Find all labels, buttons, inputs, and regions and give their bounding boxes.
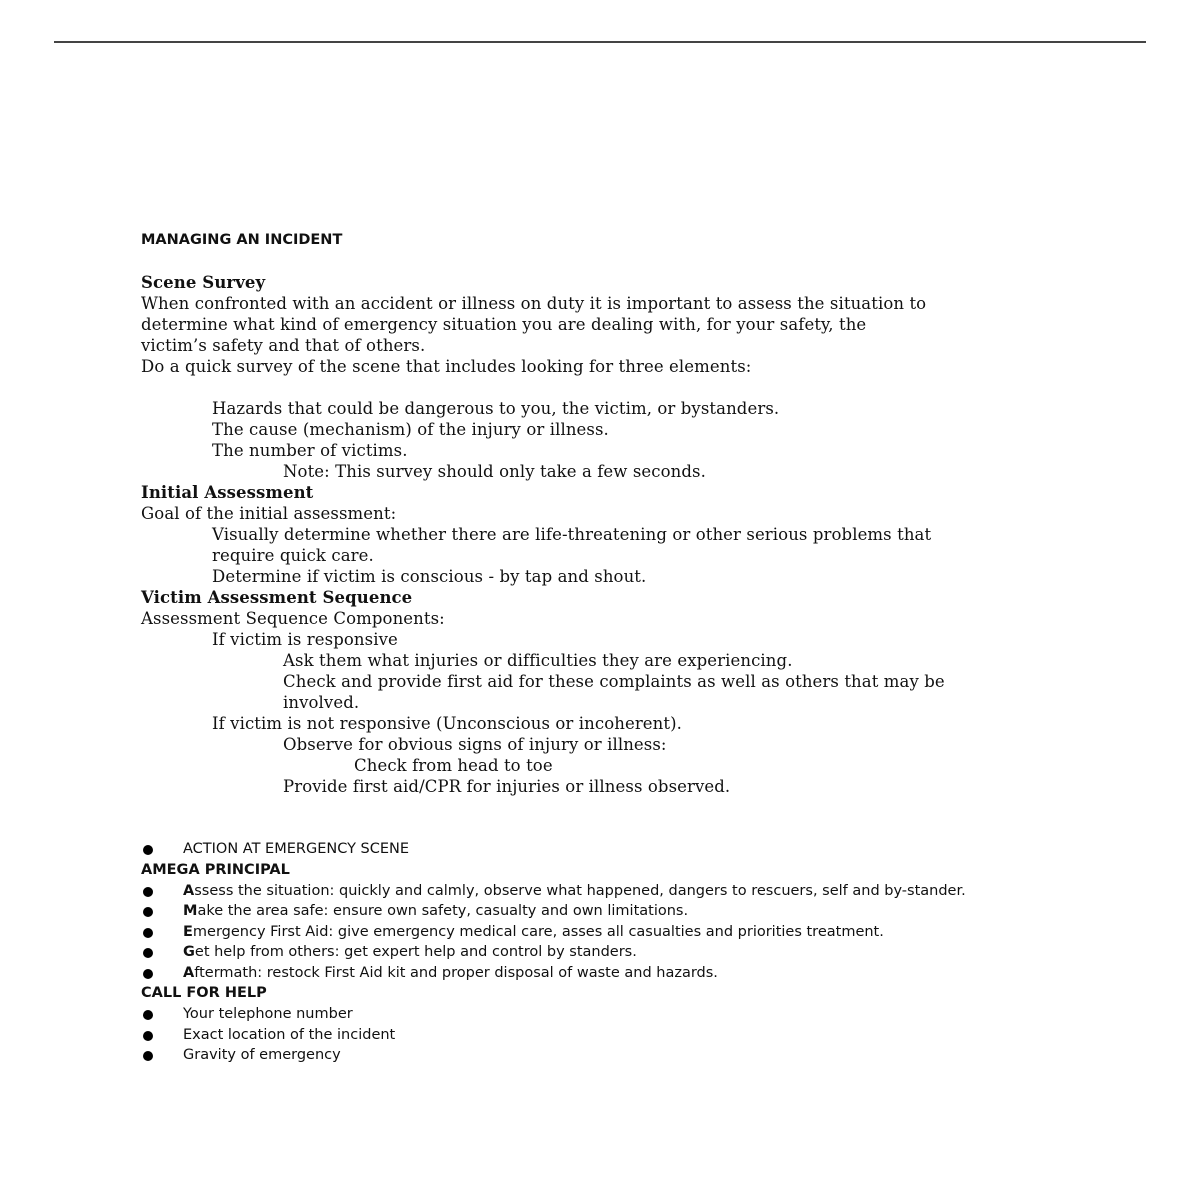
victim-not-responsive: If victim is not responsive (Unconscious or incoherent). xyxy=(212,714,683,733)
list-item: Exact location of the incident xyxy=(141,1025,1061,1046)
header-rule xyxy=(54,41,1146,43)
victim-not-responsive-substep: Check from head to toe xyxy=(354,756,553,775)
bullet-icon xyxy=(143,1051,153,1061)
list-item: Emergency First Aid: give emergency medical care, asses all casualties and priorities treatment. xyxy=(141,922,1061,943)
bullet-icon xyxy=(143,1010,153,1020)
victim-responsive-step: Check and provide first aid for these complaints as well as others that may be xyxy=(283,672,945,691)
list-item: Your telephone number xyxy=(141,1004,1061,1025)
victim-responsive: If victim is responsive xyxy=(212,630,398,649)
bullet-icon xyxy=(143,1031,153,1041)
call-for-help-heading: CALL FOR HELP xyxy=(141,985,267,1001)
page-title: MANAGING AN INCIDENT xyxy=(141,232,343,248)
victim-not-responsive-step: Observe for obvious signs of injury or illness: xyxy=(283,735,667,754)
scene-survey-paragraph-line: When confronted with an accident or illness on duty it is important to assess the situation to xyxy=(141,294,927,313)
initial-assessment-heading: Initial Assessment xyxy=(141,483,314,502)
initial-assessment-item: Determine if victim is conscious - by tap and shout. xyxy=(212,567,647,586)
amega-heading: AMEGA PRINCIPAL xyxy=(141,861,290,878)
list-item: Get help from others: get expert help and control by standers. xyxy=(141,942,1061,963)
initial-assessment-item: require quick care. xyxy=(212,546,374,565)
scene-survey-intro: Do a quick survey of the scene that includes looking for three elements: xyxy=(141,357,752,376)
bullet-icon xyxy=(143,845,153,855)
document-body xyxy=(141,230,1061,1066)
bullet-icon xyxy=(143,928,153,938)
list-item xyxy=(141,839,1061,860)
victim-not-responsive-step: Provide first aid/CPR for injuries or illness observed. xyxy=(283,777,731,796)
victim-assessment-heading: Victim Assessment Sequence xyxy=(141,588,413,607)
bullet-icon xyxy=(143,948,153,958)
scene-survey-note: Note: This survey should only take a few seconds. xyxy=(283,462,706,481)
scene-element: The number of victims. xyxy=(212,441,408,460)
victim-responsive-step: Ask them what injuries or difficulties they are experiencing. xyxy=(283,651,793,670)
list-item: Aftermath: restock First Aid kit and proper disposal of waste and hazards. xyxy=(141,963,1061,984)
scene-survey-heading: Scene Survey xyxy=(141,273,266,292)
list-item: Make the area safe: ensure own safety, casualty and own limitations. xyxy=(141,901,1061,922)
scene-element: Hazards that could be dangerous to you, the victim, or bystanders. xyxy=(212,399,780,418)
scene-survey-paragraph-line: determine what kind of emergency situation you are dealing with, for your safety, the xyxy=(141,315,867,334)
action-emergency-scene: ACTION AT EMERGENCY SCENE xyxy=(183,841,410,857)
list-item: Assess the situation: quickly and calmly, observe what happened, dangers to rescuers, self and by-stander. xyxy=(141,881,1061,902)
bullet-icon xyxy=(143,907,153,917)
initial-assessment-item: Visually determine whether there are life-threatening or other serious problems that xyxy=(212,525,932,544)
bullet-icon xyxy=(143,969,153,979)
victim-responsive-step: involved. xyxy=(283,693,360,712)
bullet-icon xyxy=(143,887,153,897)
scene-element: The cause (mechanism) of the injury or illness. xyxy=(212,420,609,439)
victim-assessment-components: Assessment Sequence Components: xyxy=(141,609,445,628)
scene-survey-paragraph-line: victim’s safety and that of others. xyxy=(141,336,426,355)
list-item: Gravity of emergency xyxy=(141,1045,1061,1066)
initial-assessment-goal: Goal of the initial assessment: xyxy=(141,504,397,523)
